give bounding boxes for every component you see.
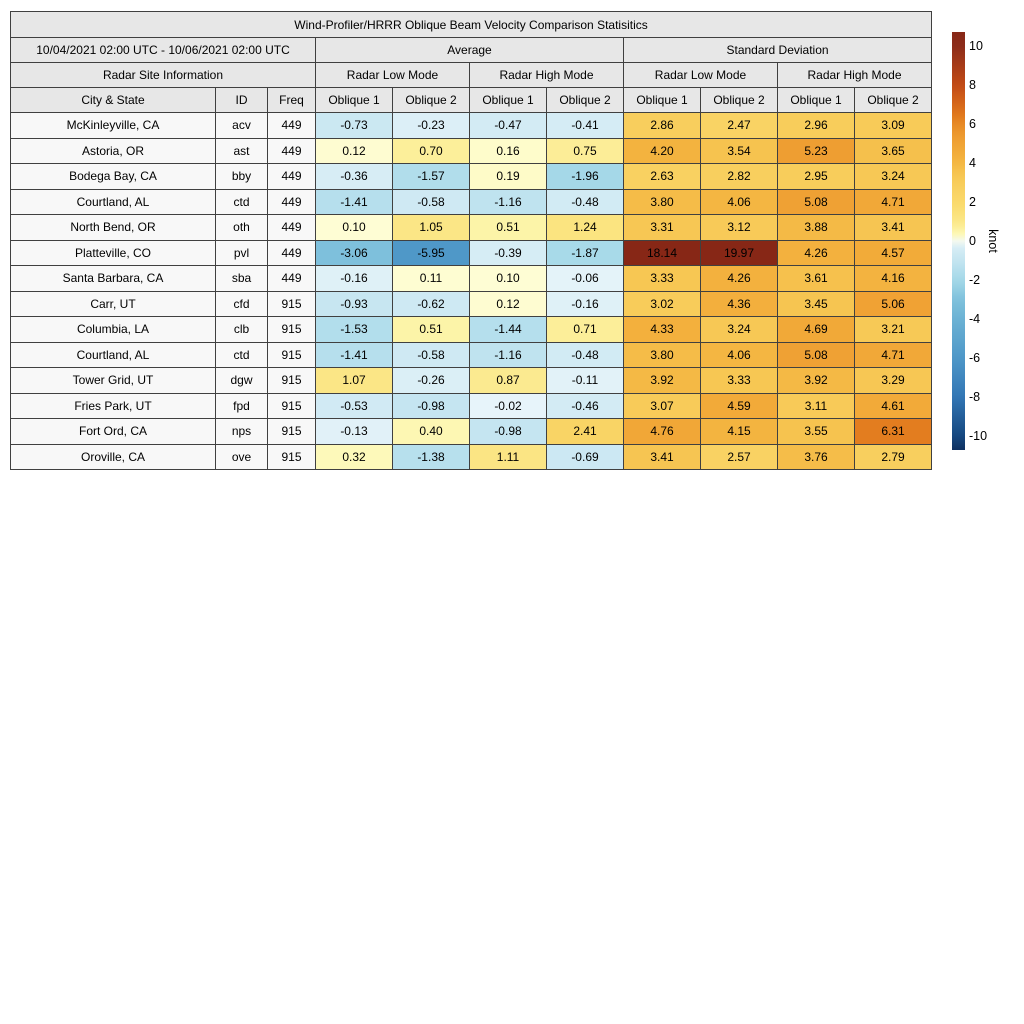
mode-header-std-high: Radar High Mode — [778, 63, 932, 88]
value-cell: 4.16 — [855, 266, 932, 292]
value-cell: 0.71 — [547, 317, 624, 343]
value-cell: 4.33 — [624, 317, 701, 343]
table-row — [11, 342, 932, 368]
value-cell: 4.06 — [701, 342, 778, 368]
colorbar-unit-label: knot — [986, 229, 1000, 253]
colorbar-tick-label: 8 — [969, 77, 976, 92]
value-cell: 4.20 — [624, 138, 701, 164]
site-id-cell: oth — [216, 215, 268, 241]
value-cell: 3.92 — [624, 368, 701, 394]
value-cell: 0.19 — [470, 164, 547, 190]
value-cell: 1.24 — [547, 215, 624, 241]
value-cell: -0.69 — [547, 444, 624, 470]
value-cell: 0.51 — [470, 215, 547, 241]
freq-cell: 449 — [268, 189, 316, 215]
value-cell: 4.59 — [701, 393, 778, 419]
freq-cell: 449 — [268, 266, 316, 292]
value-cell: -1.38 — [393, 444, 470, 470]
value-cell: 4.69 — [778, 317, 855, 343]
value-cell: 19.97 — [701, 240, 778, 266]
value-cell: 3.45 — [778, 291, 855, 317]
city-cell: Platteville, CO — [11, 240, 216, 266]
value-cell: 3.41 — [624, 444, 701, 470]
value-cell: -0.58 — [393, 189, 470, 215]
value-cell: 0.87 — [470, 368, 547, 394]
value-cell: -0.16 — [547, 291, 624, 317]
colorbar-tick-label: 2 — [969, 194, 976, 209]
site-id-cell: acv — [216, 113, 268, 139]
mode-header-avg-high: Radar High Mode — [470, 63, 624, 88]
value-cell: 3.29 — [855, 368, 932, 394]
value-cell: -1.16 — [470, 189, 547, 215]
value-cell: 2.41 — [547, 419, 624, 445]
colorbar-tick-label: 10 — [969, 38, 983, 53]
value-cell: 5.23 — [778, 138, 855, 164]
col-header-oblique2: Oblique 2 — [701, 88, 778, 113]
value-cell: -1.41 — [316, 342, 393, 368]
value-cell: 4.26 — [778, 240, 855, 266]
value-cell: 3.21 — [855, 317, 932, 343]
site-id-cell: bby — [216, 164, 268, 190]
group-header-stddev: Standard Deviation — [624, 38, 932, 63]
value-cell: 3.61 — [778, 266, 855, 292]
value-cell: 3.80 — [624, 189, 701, 215]
value-cell: -0.36 — [316, 164, 393, 190]
value-cell: 3.33 — [624, 266, 701, 292]
table-row — [11, 189, 932, 215]
value-cell: 3.88 — [778, 215, 855, 241]
freq-cell: 915 — [268, 342, 316, 368]
table-body — [11, 113, 932, 470]
site-id-cell: clb — [216, 317, 268, 343]
group-header-average: Average — [316, 38, 624, 63]
colorbar-tick-label: -6 — [969, 350, 981, 365]
colorbar-tick-label: -8 — [969, 390, 981, 404]
value-cell: -0.98 — [393, 393, 470, 419]
city-cell: Oroville, CA — [11, 444, 216, 470]
comparison-table — [10, 11, 932, 470]
city-cell: Columbia, LA — [11, 317, 216, 343]
value-cell: -0.98 — [470, 419, 547, 445]
colorbar-tick-label: 4 — [969, 155, 976, 170]
value-cell: -0.06 — [547, 266, 624, 292]
city-cell: Fries Park, UT — [11, 393, 216, 419]
value-cell: -0.26 — [393, 368, 470, 394]
col-header-city: City & State — [11, 88, 216, 113]
value-cell: 3.09 — [855, 113, 932, 139]
value-cell: -5.95 — [393, 240, 470, 266]
value-cell: 1.05 — [393, 215, 470, 241]
value-cell: 4.71 — [855, 189, 932, 215]
table-row — [11, 164, 932, 190]
table-row — [11, 215, 932, 241]
value-cell: 3.41 — [855, 215, 932, 241]
value-cell: 3.07 — [624, 393, 701, 419]
value-cell: 3.55 — [778, 419, 855, 445]
value-cell: 4.36 — [701, 291, 778, 317]
site-id-cell: pvl — [216, 240, 268, 266]
value-cell: -0.62 — [393, 291, 470, 317]
value-cell: -0.73 — [316, 113, 393, 139]
value-cell: 0.16 — [470, 138, 547, 164]
value-cell: -0.23 — [393, 113, 470, 139]
value-cell: 3.24 — [701, 317, 778, 343]
col-header-oblique2: Oblique 2 — [547, 88, 624, 113]
value-cell: -0.46 — [547, 393, 624, 419]
col-header-freq: Freq — [268, 88, 316, 113]
city-cell: Carr, UT — [11, 291, 216, 317]
table-row — [11, 240, 932, 266]
value-cell: 1.07 — [316, 368, 393, 394]
value-cell: 2.95 — [778, 164, 855, 190]
value-cell: -1.96 — [547, 164, 624, 190]
site-id-cell: ctd — [216, 189, 268, 215]
value-cell: 4.71 — [855, 342, 932, 368]
col-header-id: ID — [216, 88, 268, 113]
table-row — [11, 444, 932, 470]
mode-header-std-low: Radar Low Mode — [624, 63, 778, 88]
freq-cell: 449 — [268, 164, 316, 190]
value-cell: 0.75 — [547, 138, 624, 164]
freq-cell: 915 — [268, 317, 316, 343]
freq-cell: 449 — [268, 240, 316, 266]
value-cell: 2.86 — [624, 113, 701, 139]
value-cell: 3.24 — [855, 164, 932, 190]
value-cell: 2.79 — [855, 444, 932, 470]
value-cell: -0.39 — [470, 240, 547, 266]
site-id-cell: cfd — [216, 291, 268, 317]
value-cell: -1.57 — [393, 164, 470, 190]
value-cell: 3.12 — [701, 215, 778, 241]
colorbar-tick-label: -4 — [969, 311, 981, 326]
site-info-header: Radar Site Information — [11, 63, 316, 88]
site-id-cell: ast — [216, 138, 268, 164]
col-header-oblique1: Oblique 1 — [316, 88, 393, 113]
value-cell: 18.14 — [624, 240, 701, 266]
value-cell: 3.31 — [624, 215, 701, 241]
value-cell: -1.53 — [316, 317, 393, 343]
city-cell: Santa Barbara, CA — [11, 266, 216, 292]
value-cell: -0.13 — [316, 419, 393, 445]
table-row — [11, 266, 932, 292]
site-id-cell: dgw — [216, 368, 268, 394]
table-row — [11, 138, 932, 164]
freq-cell: 915 — [268, 368, 316, 394]
table-header — [11, 12, 932, 113]
value-cell: 0.11 — [393, 266, 470, 292]
city-cell: McKinleyville, CA — [11, 113, 216, 139]
value-cell: 5.08 — [778, 342, 855, 368]
value-cell: 1.11 — [470, 444, 547, 470]
freq-cell: 915 — [268, 291, 316, 317]
value-cell: 2.57 — [701, 444, 778, 470]
table-row — [11, 419, 932, 445]
value-cell: 2.47 — [701, 113, 778, 139]
value-cell: 5.08 — [778, 189, 855, 215]
site-id-cell: sba — [216, 266, 268, 292]
value-cell: 2.82 — [701, 164, 778, 190]
value-cell: -1.44 — [470, 317, 547, 343]
value-cell: -0.93 — [316, 291, 393, 317]
value-cell: 0.10 — [316, 215, 393, 241]
site-id-cell: fpd — [216, 393, 268, 419]
freq-cell: 915 — [268, 444, 316, 470]
site-id-cell: ove — [216, 444, 268, 470]
mode-header-avg-low: Radar Low Mode — [316, 63, 470, 88]
freq-cell: 449 — [268, 113, 316, 139]
value-cell: 3.76 — [778, 444, 855, 470]
value-cell: 3.54 — [701, 138, 778, 164]
value-cell: 0.40 — [393, 419, 470, 445]
table-row — [11, 393, 932, 419]
city-cell: Fort Ord, CA — [11, 419, 216, 445]
table-row — [11, 317, 932, 343]
value-cell: -0.16 — [316, 266, 393, 292]
city-cell: Bodega Bay, CA — [11, 164, 216, 190]
value-cell: -1.87 — [547, 240, 624, 266]
col-header-oblique1: Oblique 1 — [778, 88, 855, 113]
value-cell: -0.02 — [470, 393, 547, 419]
value-cell: -0.48 — [547, 189, 624, 215]
city-cell: Astoria, OR — [11, 138, 216, 164]
colorbar-tick-label: 0 — [969, 233, 976, 248]
col-header-oblique1: Oblique 1 — [624, 88, 701, 113]
col-header-oblique1: Oblique 1 — [470, 88, 547, 113]
value-cell: 5.06 — [855, 291, 932, 317]
value-cell: 3.80 — [624, 342, 701, 368]
value-cell: -0.41 — [547, 113, 624, 139]
site-id-cell: ctd — [216, 342, 268, 368]
col-header-oblique2: Oblique 2 — [855, 88, 932, 113]
value-cell: -0.48 — [547, 342, 624, 368]
value-cell: 3.33 — [701, 368, 778, 394]
value-cell: 3.92 — [778, 368, 855, 394]
value-cell: -0.47 — [470, 113, 547, 139]
date-range: 10/04/2021 02:00 UTC - 10/06/2021 02:00 UTC — [11, 38, 316, 63]
value-cell: -1.41 — [316, 189, 393, 215]
table-title: Wind-Profiler/HRRR Oblique Beam Velocity Comparison Statisitics — [11, 12, 932, 38]
value-cell: 2.96 — [778, 113, 855, 139]
freq-cell: 915 — [268, 393, 316, 419]
value-cell: 2.63 — [624, 164, 701, 190]
value-cell: 0.12 — [316, 138, 393, 164]
value-cell: 0.51 — [393, 317, 470, 343]
city-cell: Tower Grid, UT — [11, 368, 216, 394]
value-cell: 4.61 — [855, 393, 932, 419]
city-cell: Courtland, AL — [11, 189, 216, 215]
site-id-cell: nps — [216, 419, 268, 445]
value-cell: 0.10 — [470, 266, 547, 292]
value-cell: 0.70 — [393, 138, 470, 164]
value-cell: 0.12 — [470, 291, 547, 317]
colorbar — [952, 32, 965, 450]
value-cell: 0.32 — [316, 444, 393, 470]
table-row — [11, 368, 932, 394]
value-cell: 3.11 — [778, 393, 855, 419]
freq-cell: 449 — [268, 138, 316, 164]
value-cell: 4.15 — [701, 419, 778, 445]
table-row — [11, 113, 932, 139]
colorbar-tick-label: -10 — [969, 429, 988, 444]
colorbar-tick-label: 6 — [969, 116, 976, 131]
value-cell: -0.11 — [547, 368, 624, 394]
value-cell: -3.06 — [316, 240, 393, 266]
value-cell: -0.58 — [393, 342, 470, 368]
value-cell: 3.02 — [624, 291, 701, 317]
value-cell: 3.65 — [855, 138, 932, 164]
freq-cell: 449 — [268, 215, 316, 241]
value-cell: 4.76 — [624, 419, 701, 445]
freq-cell: 915 — [268, 419, 316, 445]
value-cell: 4.06 — [701, 189, 778, 215]
value-cell: 4.26 — [701, 266, 778, 292]
colorbar-tick-label: -2 — [969, 272, 981, 287]
value-cell: 6.31 — [855, 419, 932, 445]
city-cell: North Bend, OR — [11, 215, 216, 241]
value-cell: 4.57 — [855, 240, 932, 266]
value-cell: -0.53 — [316, 393, 393, 419]
value-cell: -1.16 — [470, 342, 547, 368]
city-cell: Courtland, AL — [11, 342, 216, 368]
table-row — [11, 291, 932, 317]
col-header-oblique2: Oblique 2 — [393, 88, 470, 113]
